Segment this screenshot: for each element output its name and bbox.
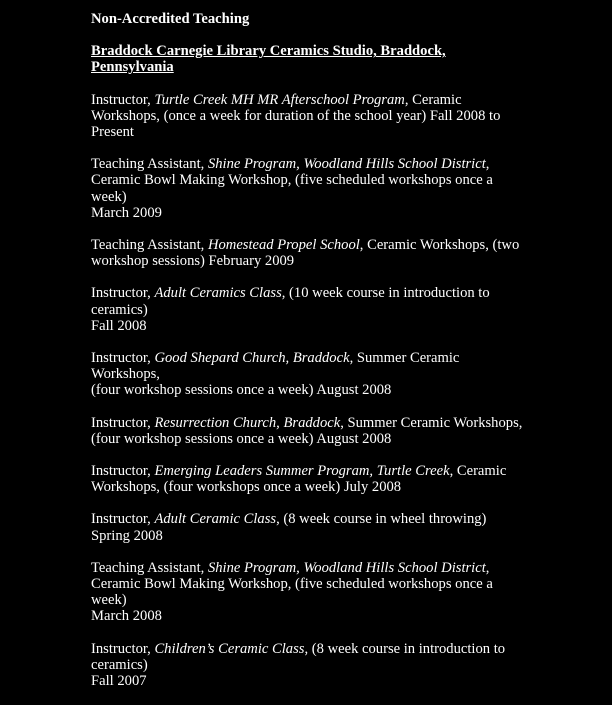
teaching-document — [91, 11, 531, 705]
entry-line-2: (four workshop sessions once a week) August 2008 — [91, 382, 392, 399]
entry-line-2: Spring 2008 — [91, 527, 163, 544]
entry-line-1 — [91, 92, 531, 108]
entry-details: , Ceramic — [449, 463, 507, 480]
teaching-entry — [91, 415, 531, 447]
entry-program: Good Shepard Church, Braddock — [154, 350, 350, 367]
entry-details: , Ceramic — [404, 91, 462, 108]
entry-details: , Summer Ceramic Workshops, — [340, 414, 523, 431]
entry-program: Adult Ceramic Class — [154, 511, 277, 528]
entry-line-2: workshop sessions) February 2009 — [91, 253, 295, 270]
teaching-entry — [91, 560, 531, 625]
entry-details: , (8 week course in introduction to — [304, 640, 506, 657]
entry-program: Shine Program, Woodland Hills School District — [207, 559, 486, 576]
entry-line-3: March 2009 — [91, 204, 162, 221]
entry-program: Emerging Leaders Summer Program, Turtle Creek — [154, 463, 450, 480]
entry-role: Instructor, — [91, 285, 155, 302]
entry-program: Adult Ceramics Class — [154, 285, 282, 302]
section-heading: Non-Accredited Teaching — [91, 11, 250, 27]
entry-line-1 — [91, 415, 531, 431]
entry-program: Children’s Ceramic Class — [154, 640, 305, 657]
teaching-entry — [91, 350, 531, 399]
entry-line-1 — [91, 560, 531, 576]
entry-details: , (8 week course in wheel throwing) — [276, 511, 487, 528]
entry-role: Instructor, — [91, 91, 155, 108]
entry-line-2: ceramics) — [91, 656, 148, 673]
entry-details: , Ceramic Workshops, (two — [359, 237, 520, 254]
entry-role: Instructor, — [91, 350, 155, 367]
entry-program: Homestead Propel School — [207, 237, 360, 254]
entry-role: Teaching Assistant, — [91, 559, 208, 576]
entry-line-3: March 2008 — [91, 608, 162, 625]
entry-line-2: Workshops, (once a week for duration of the school year) Fall 2008 to — [91, 107, 501, 124]
teaching-entry — [91, 92, 531, 141]
entry-role: Instructor, — [91, 511, 155, 528]
entry-line-3: Fall 2007 — [91, 673, 147, 690]
entry-line-1 — [91, 285, 531, 301]
teaching-entry — [91, 156, 531, 221]
entry-line-2: Ceramic Bowl Making Workshop, (five scheduled workshops once a week) — [91, 576, 493, 609]
entry-details: , Summer Ceramic Workshops, — [91, 350, 460, 383]
teaching-entry — [91, 463, 531, 495]
entry-details: , — [485, 156, 490, 173]
entry-line-1 — [91, 156, 531, 172]
entry-line-2: (four workshop sessions once a week) August 2008 — [91, 430, 392, 447]
entry-line-1 — [91, 237, 531, 253]
entry-role: Instructor, — [91, 414, 155, 431]
entry-line-3: Present — [91, 124, 134, 141]
entry-line-2: Workshops, (four workshops once a week) July 2008 — [91, 479, 402, 496]
entry-line-2: ceramics) — [91, 301, 148, 318]
entry-role: Teaching Assistant, — [91, 237, 208, 254]
entry-role: Instructor, — [91, 640, 155, 657]
entry-program: Resurrection Church, Braddock — [154, 414, 341, 431]
teaching-entry — [91, 511, 531, 543]
entry-details: , — [485, 559, 490, 576]
entry-line-3: Fall 2008 — [91, 317, 147, 334]
entry-role: Instructor, — [91, 463, 155, 480]
teaching-entry — [91, 641, 531, 690]
entry-details: , (10 week course in introduction to — [281, 285, 490, 302]
entry-line-1 — [91, 641, 531, 657]
entry-line-1 — [91, 350, 531, 382]
organization-heading: Braddock Carnegie Library Ceramics Studio, Braddock, Pennsylvania — [91, 43, 446, 76]
entry-role: Teaching Assistant, — [91, 156, 208, 173]
teaching-entry — [91, 285, 531, 334]
entry-line-2: Ceramic Bowl Making Workshop, (five scheduled workshops once a week) — [91, 172, 493, 205]
entry-program: Shine Program, Woodland Hills School District — [207, 156, 486, 173]
entry-line-1 — [91, 511, 531, 527]
entry-program: Turtle Creek MH MR Afterschool Program — [154, 91, 405, 108]
teaching-entry — [91, 237, 531, 269]
entry-line-1 — [91, 463, 531, 479]
